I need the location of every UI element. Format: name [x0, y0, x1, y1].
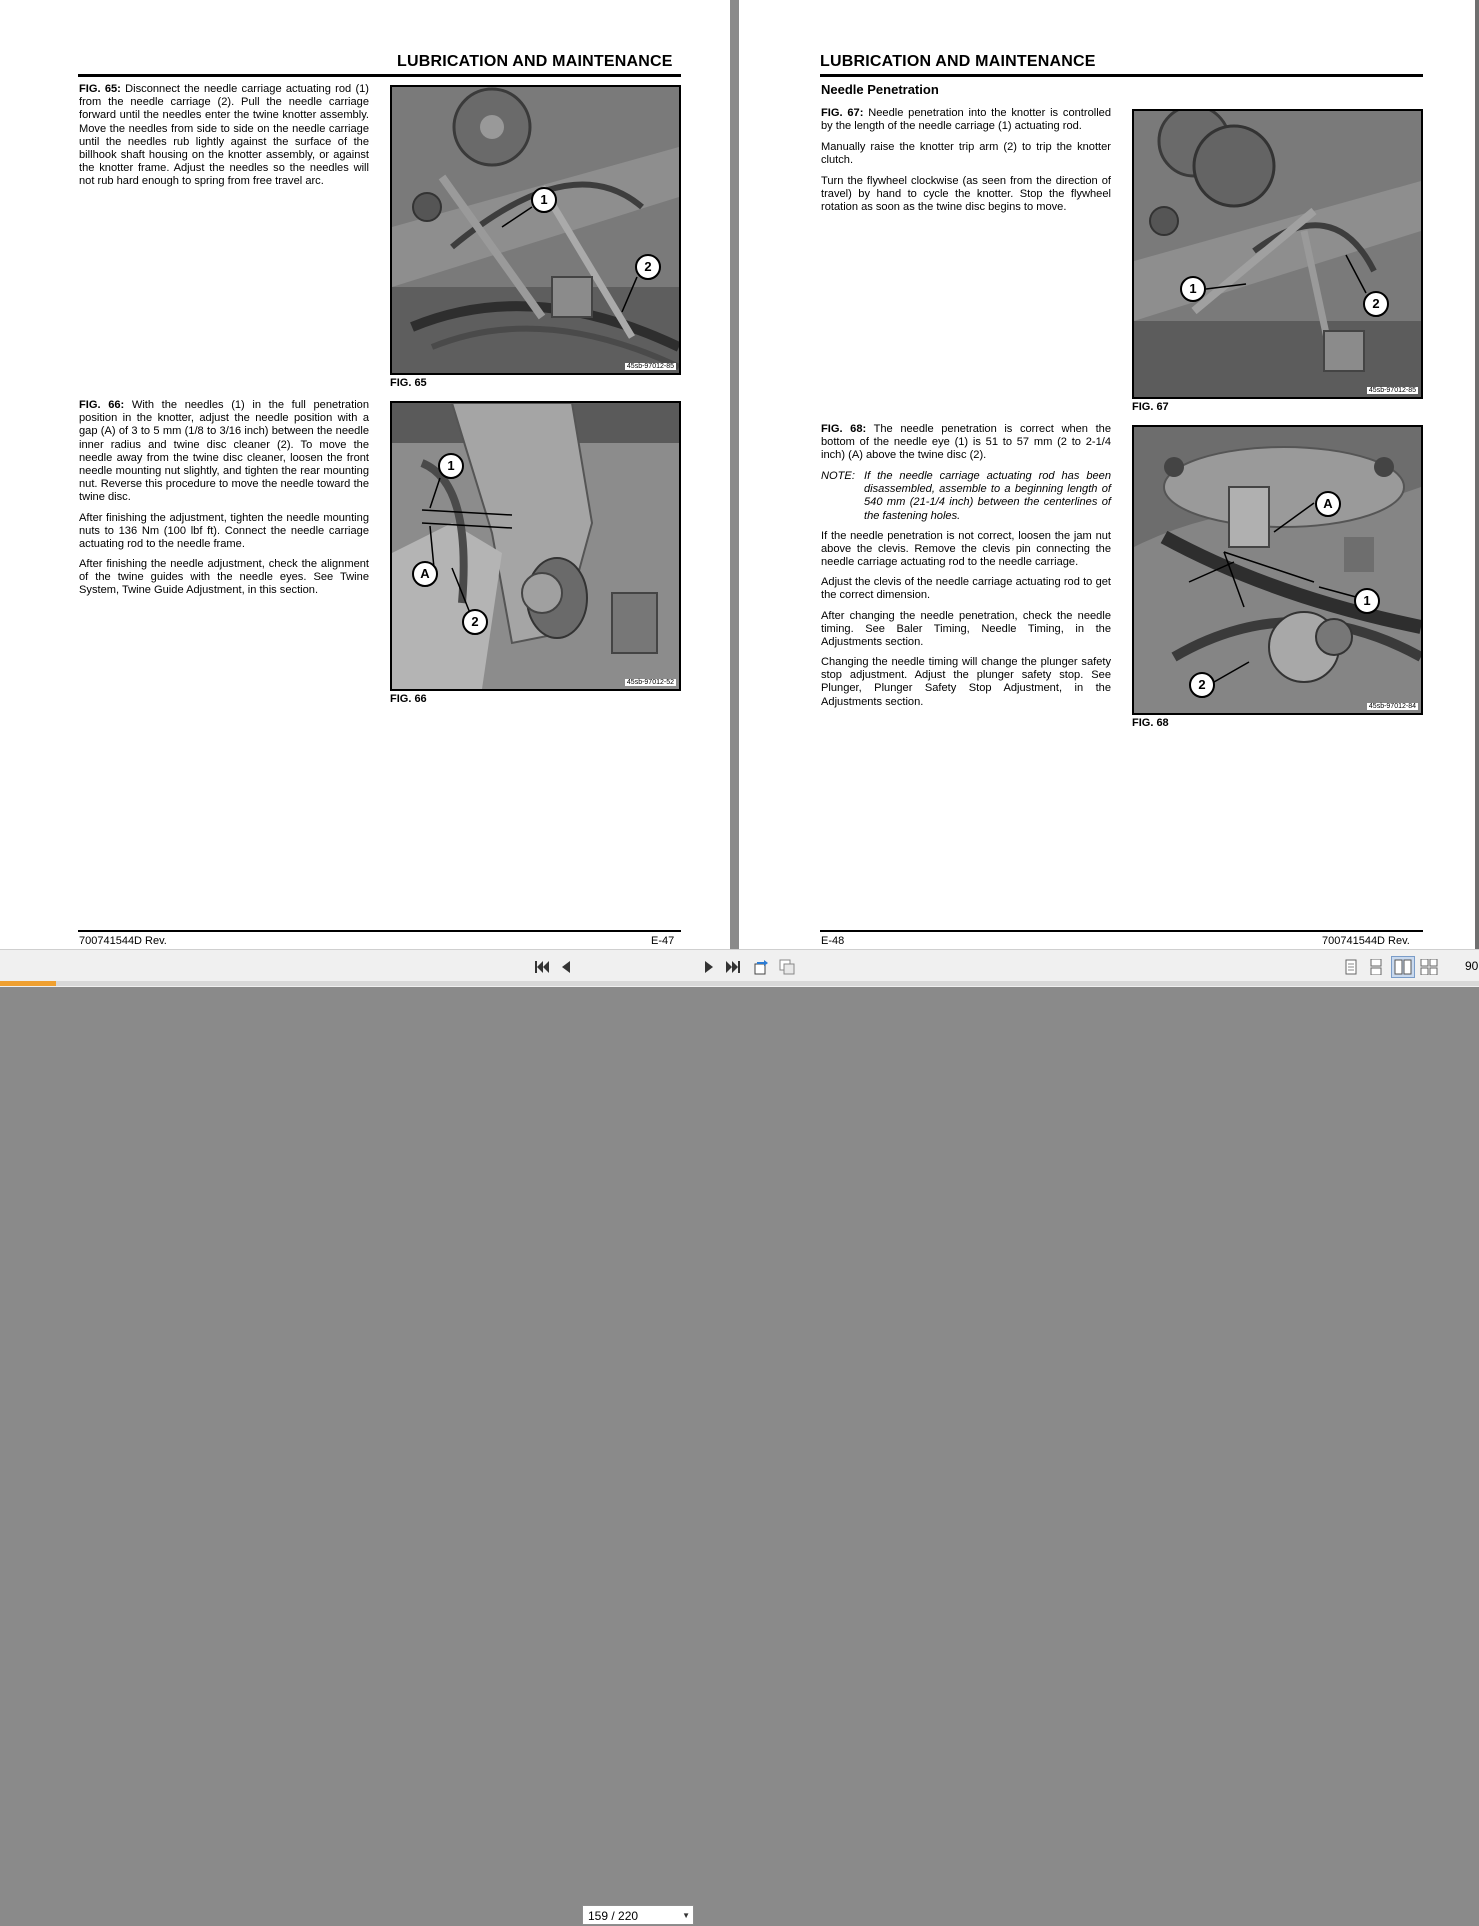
note-block [821, 470, 1111, 523]
fig66-photo [390, 401, 681, 691]
left-page-header: LUBRICATION AND MAINTENANCE [397, 53, 673, 70]
status-strip [0, 981, 1479, 986]
fig67-paragraph-3: Turn the flywheel clockwise (as seen from the direction of travel) by hand to cycle the knotter. Stop the flywheel rotation as soon as the twine disc begins to move. [821, 175, 1111, 214]
two-page-icon [1394, 959, 1412, 975]
fig67-callout-1: 1 [1180, 276, 1206, 302]
fig67-caption: FIG. 67 [1132, 401, 1169, 413]
status-accent [0, 981, 56, 986]
left-header-rule [78, 74, 681, 77]
vertical-scrollbar[interactable] [1475, 0, 1479, 949]
fig68-paragraph: FIG. 68: The needle penetration is correct when the bottom of the needle eye (1) is 51 to 57 mm (2 to 2-1/4 inch) (A) above the twine disc (2). [821, 423, 1111, 462]
last-page-button[interactable] [723, 957, 743, 977]
fig67-photo [1132, 109, 1423, 399]
fig68-paragraph-b: Adjust the clevis of the needle carriage actuating rod to get the correct dimension. [821, 576, 1111, 602]
fig65-photo [390, 85, 681, 375]
left-footer-docnum: 700741544D Rev. [79, 935, 167, 947]
fig68-callout-2: 2 [1189, 672, 1215, 698]
note-label: NOTE: [821, 470, 855, 482]
section-title: Needle Penetration [821, 82, 939, 97]
rotate-button[interactable] [751, 957, 771, 977]
fig67-code: 45sb-97012-85 [1368, 387, 1416, 394]
single-page-view-button[interactable] [1341, 957, 1361, 977]
page-number-field[interactable] [582, 1905, 694, 1925]
left-footer-rule [78, 930, 681, 932]
fig66-caption: FIG. 66 [390, 693, 427, 705]
fig68-paragraph-d: Changing the needle timing will change the plunger safety stop adjustment. Adjust the plunger safety stop. See Plunger, Plunger Safety Stop Adjustment, in the Adjustments section. [821, 656, 1111, 708]
right-document-page [739, 0, 1475, 949]
fig68-code: 45sb-97012-84 [1368, 703, 1416, 710]
fig68-paragraph-a: If the needle penetration is not correct, loosen the jam nut above the clevis. Remove the clevis pin connecting the needle carriage actuating rod to the needle carriage. [821, 530, 1111, 569]
fig65-callout-1: 1 [531, 187, 557, 213]
right-header-rule [820, 74, 1423, 77]
fig68-callout-1: 1 [1354, 588, 1380, 614]
fig68-callout-a: A [1315, 491, 1341, 517]
single-page-icon [1343, 959, 1359, 975]
copy-icon [778, 958, 796, 976]
right-footer-docnum: 700741544D Rev. [1322, 935, 1410, 947]
right-footer-rule [820, 930, 1423, 932]
fig66-callout-1: 1 [438, 453, 464, 479]
fig67-paragraph-2: Manually raise the knotter trip arm (2) to trip the knotter clutch. [821, 141, 1111, 167]
fig65-paragraph: FIG. 65: Disconnect the needle carriage actuating rod (1) from the needle carriage (2). Pull the needle carriage forward until the needles enter the twine knotter assembly. Move the needles from side to side on the needle carriage until the needles rub lightly against the surface of the billhook shaft housing on the knotter assembly, or against the knotter frame. Adjust the needles so the needles will not rub hard enough to spring from free travel arc. [79, 83, 369, 188]
fig68-caption: FIG. 68 [1132, 717, 1169, 729]
fig65-callout-2: 2 [635, 254, 661, 280]
first-page-button[interactable] [532, 957, 552, 977]
copy-button[interactable] [777, 957, 797, 977]
note-text: If the needle carriage actuating rod has been disassembled, assemble to a beginning length of 540 mm (21-1/4 inch) between the centerlines of the fastening holes. [864, 470, 1111, 522]
prev-page-button[interactable] [556, 957, 576, 977]
fig66-callout-2: 2 [462, 609, 488, 635]
fig68-paragraph-c: After changing the needle penetration, check the needle timing. See Baler Timing, Needle Timing, in the Adjustments section. [821, 610, 1111, 649]
zoom-level[interactable]: 90 [1465, 959, 1479, 973]
two-page-view-button[interactable] [1391, 956, 1415, 978]
fig66-code: 45sb-97012-52 [626, 679, 674, 686]
fig66-paragraph-2: After finishing the adjustment, tighten the needle mounting nuts to 136 Nm (100 lbf ft). Connect the needle carriage actuating rod to the needle frame. [79, 512, 369, 551]
next-page-button[interactable] [699, 957, 719, 977]
fig65-caption: FIG. 65 [390, 377, 427, 389]
two-page-continuous-view-button[interactable] [1419, 957, 1439, 977]
first-page-icon [534, 959, 550, 975]
right-page-header: LUBRICATION AND MAINTENANCE [820, 53, 1096, 70]
page-indicator: 159 / 220 [588, 1909, 639, 1923]
prev-page-icon [558, 959, 574, 975]
left-footer-pagenum: E-47 [651, 935, 675, 947]
page-dropdown-icon[interactable]: ▼ [682, 1911, 690, 1920]
continuous-icon [1368, 959, 1384, 975]
fig68-photo [1132, 425, 1423, 715]
two-page-continuous-icon [1420, 959, 1438, 975]
fig66-paragraph-3: After finishing the needle adjustment, check the alignment of the twine guides with the needle eyes. See Twine System, Twine Guide Adjustment, in this section. [79, 558, 369, 597]
fig67-paragraph: FIG. 67: Needle penetration into the knotter is controlled by the length of the needle carriage (1) actuating rod. [821, 107, 1112, 133]
fig67-callout-2: 2 [1363, 291, 1389, 317]
next-page-icon [701, 959, 717, 975]
last-page-icon [725, 959, 741, 975]
rotate-icon [752, 958, 770, 976]
continuous-view-button[interactable] [1366, 957, 1386, 977]
left-document-page [0, 0, 730, 949]
fig65-code: 45sb-97012-85 [626, 363, 674, 370]
fig66-paragraph: FIG. 66: With the needles (1) in the full penetration position in the knotter, adjust the needle position with a gap (A) of 3 to 5 mm (1/8 to 3/16 inch) between the needle inner radius and twine disc cleaner (2). To move the needle away from the twine disc cleaner, loosen the front needle mounting nut slightly, and tighten the rear mounting nut. Reverse this procedure to move the needle toward the twine disc. [79, 399, 369, 504]
fig66-callout-a: A [412, 561, 438, 587]
right-footer-pagenum: E-48 [821, 935, 845, 947]
